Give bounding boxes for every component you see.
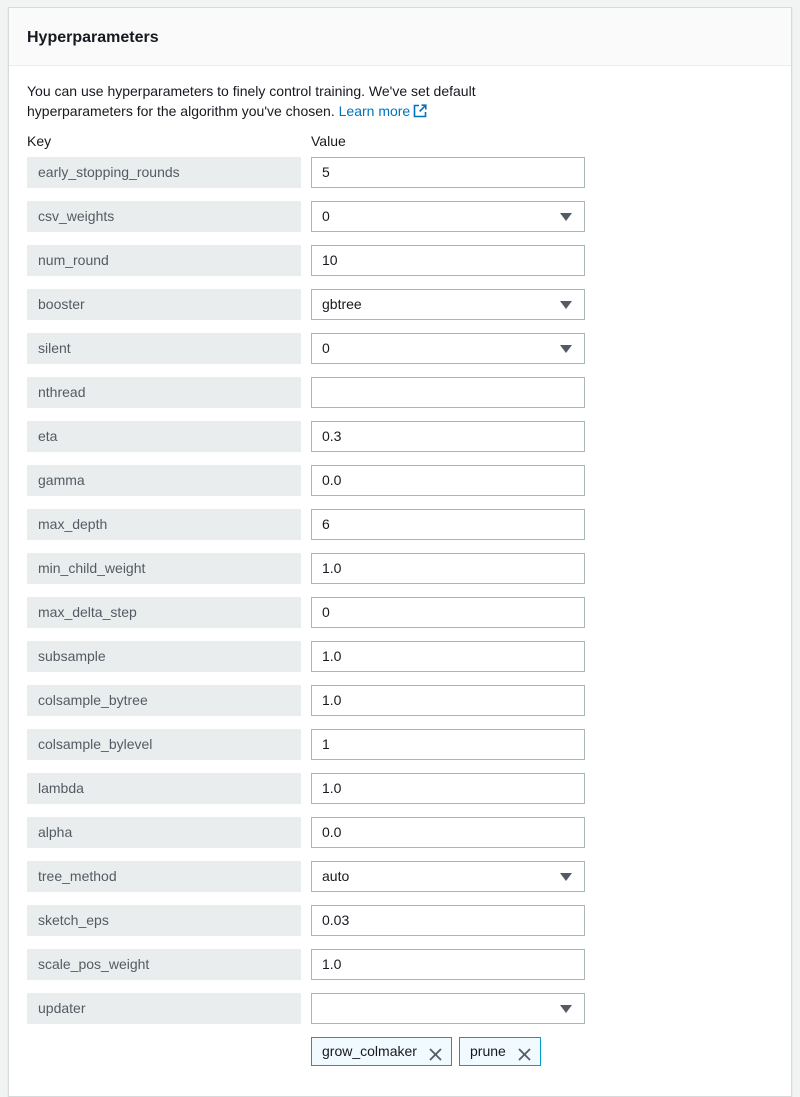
hyperparameter-input[interactable] <box>311 949 585 980</box>
caret-down-icon <box>560 345 572 353</box>
hyperparameter-row-tree-method <box>27 861 773 905</box>
close-icon[interactable] <box>517 1044 532 1059</box>
hyperparameter-value: auto <box>322 868 350 884</box>
hyperparameter-input[interactable] <box>311 157 585 188</box>
hyperparameter-input[interactable] <box>311 421 585 452</box>
hyperparameter-row-subsample <box>27 641 773 685</box>
hyperparameter-key: gamma <box>27 465 301 496</box>
caret-down-icon <box>560 873 572 881</box>
hyperparameter-row-min-child-weight <box>27 553 773 597</box>
hyperparameter-select[interactable] <box>311 289 585 320</box>
hyperparameter-select[interactable] <box>311 201 585 232</box>
description-text: You can use hyperparameters to finely control training. We've set default hyperparameters for the algorithm you've chosen. <box>27 83 476 119</box>
updater-token-list <box>27 1037 773 1077</box>
hyperparameter-input[interactable] <box>311 465 585 496</box>
hyperparameter-value: 1.0 <box>322 692 342 708</box>
hyperparameter-key: colsample_bytree <box>27 685 301 716</box>
hyperparameter-key: lambda <box>27 773 301 804</box>
hyperparameter-key: booster <box>27 289 301 320</box>
hyperparameter-value: 1 <box>322 736 330 752</box>
learn-more-label: Learn more <box>338 103 411 119</box>
hyperparameter-key: early_stopping_rounds <box>27 157 301 188</box>
hyperparameter-row-max-depth <box>27 509 773 553</box>
hyperparameter-input[interactable] <box>311 553 585 584</box>
hyperparameter-row-colsample-bytree <box>27 685 773 729</box>
hyperparameters-panel <box>8 7 792 1097</box>
hyperparameter-value: 6 <box>322 516 330 532</box>
hyperparameter-value: 1.0 <box>322 648 342 664</box>
hyperparameter-key: tree_method <box>27 861 301 892</box>
panel-description <box>27 81 507 123</box>
external-link-icon <box>413 103 427 123</box>
hyperparameter-value: 1.0 <box>322 956 342 972</box>
hyperparameter-value: 0.3 <box>322 428 342 444</box>
caret-down-icon <box>560 1005 572 1013</box>
hyperparameter-row-csv-weights <box>27 201 773 245</box>
hyperparameter-list <box>27 157 773 1037</box>
hyperparameter-key: updater <box>27 993 301 1024</box>
hyperparameter-value: 0.03 <box>322 912 350 928</box>
hyperparameter-row-lambda <box>27 773 773 817</box>
caret-down-icon <box>560 213 572 221</box>
panel-title: Hyperparameters <box>27 29 159 46</box>
hyperparameter-row-sketch-eps <box>27 905 773 949</box>
hyperparameter-key: colsample_bylevel <box>27 729 301 760</box>
hyperparameter-input[interactable] <box>311 817 585 848</box>
hyperparameter-row-colsample-bylevel <box>27 729 773 773</box>
learn-more-link[interactable] <box>339 103 428 119</box>
token-label: grow_colmaker <box>322 1043 417 1059</box>
hyperparameter-input[interactable] <box>311 245 585 276</box>
hyperparameter-row-scale-pos-weight <box>27 949 773 993</box>
hyperparameter-value: 10 <box>322 252 338 268</box>
hyperparameter-row-gamma <box>27 465 773 509</box>
hyperparameter-key: csv_weights <box>27 201 301 232</box>
panel-body <box>9 66 791 1077</box>
hyperparameter-value: gbtree <box>322 296 362 312</box>
hyperparameter-row-alpha <box>27 817 773 861</box>
hyperparameter-row-max-delta-step <box>27 597 773 641</box>
hyperparameter-value: 5 <box>322 164 330 180</box>
hyperparameter-select[interactable] <box>311 993 585 1024</box>
hyperparameter-row-early-stopping-rounds <box>27 157 773 201</box>
updater-token-prune <box>459 1037 541 1066</box>
hyperparameter-key: eta <box>27 421 301 452</box>
hyperparameter-row-nthread <box>27 377 773 421</box>
column-headers <box>27 133 773 153</box>
token-label: prune <box>470 1043 506 1059</box>
updater-token-grow-colmaker <box>311 1037 452 1066</box>
hyperparameter-row-eta <box>27 421 773 465</box>
hyperparameter-value: 1.0 <box>322 560 342 576</box>
hyperparameter-key: max_depth <box>27 509 301 540</box>
hyperparameter-input[interactable] <box>311 729 585 760</box>
hyperparameter-value: 0 <box>322 208 330 224</box>
hyperparameter-input[interactable] <box>311 509 585 540</box>
hyperparameter-row-booster <box>27 289 773 333</box>
hyperparameter-value: 0.0 <box>322 824 342 840</box>
panel-header <box>9 8 791 66</box>
hyperparameter-input[interactable] <box>311 377 585 408</box>
hyperparameter-key: alpha <box>27 817 301 848</box>
hyperparameter-input[interactable] <box>311 597 585 628</box>
hyperparameter-key: max_delta_step <box>27 597 301 628</box>
hyperparameter-key: scale_pos_weight <box>27 949 301 980</box>
hyperparameter-value: 0 <box>322 604 330 620</box>
caret-down-icon <box>560 301 572 309</box>
hyperparameter-key: sketch_eps <box>27 905 301 936</box>
hyperparameter-input[interactable] <box>311 641 585 672</box>
hyperparameter-row-silent <box>27 333 773 377</box>
hyperparameter-key: num_round <box>27 245 301 276</box>
close-icon[interactable] <box>428 1044 443 1059</box>
hyperparameter-key: subsample <box>27 641 301 672</box>
hyperparameter-value: 0.0 <box>322 472 342 488</box>
hyperparameter-row-updater <box>27 993 773 1037</box>
hyperparameter-key: silent <box>27 333 301 364</box>
hyperparameter-select[interactable] <box>311 861 585 892</box>
hyperparameter-input[interactable] <box>311 905 585 936</box>
key-column-header: Key <box>27 133 52 149</box>
hyperparameter-key: min_child_weight <box>27 553 301 584</box>
hyperparameter-input[interactable] <box>311 773 585 804</box>
value-column-header: Value <box>311 133 346 149</box>
hyperparameter-input[interactable] <box>311 685 585 716</box>
hyperparameter-value: 1.0 <box>322 780 342 796</box>
hyperparameter-row-num-round <box>27 245 773 289</box>
hyperparameter-select[interactable] <box>311 333 585 364</box>
hyperparameter-key: nthread <box>27 377 301 408</box>
hyperparameter-value: 0 <box>322 340 330 356</box>
